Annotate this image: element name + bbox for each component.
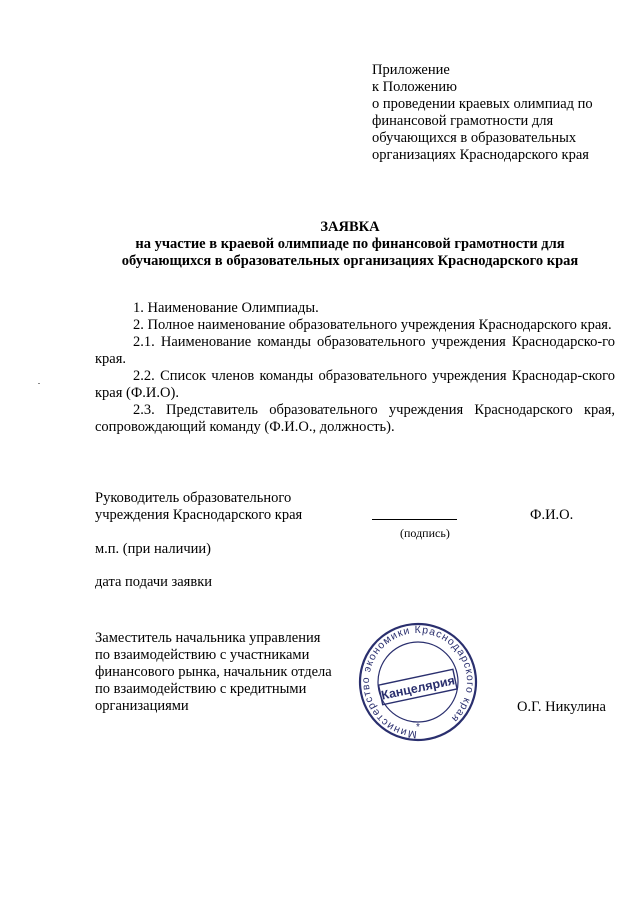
fio-label: Ф.И.О. bbox=[530, 507, 574, 523]
appendix-line: финансовой грамотности для bbox=[372, 113, 554, 129]
item-institution-name: 2. Полное наименование образовательного учреждения Краснодарского края. bbox=[133, 317, 612, 333]
title-line-2: обучающихся в образовательных организациях Краснодарского края bbox=[121, 253, 579, 269]
appendix-line: обучающихся в образовательных bbox=[372, 130, 577, 146]
appendix-line: Приложение bbox=[372, 62, 450, 78]
stamp-star: * bbox=[416, 722, 420, 733]
document-title bbox=[60, 219, 640, 270]
stamp-place-label: м.п. (при наличии) bbox=[95, 541, 211, 557]
head-signature-label bbox=[95, 490, 335, 524]
item-team-members: 2.2. Список членов команды образовательного учреждения Краснодар-ского края (Ф.И.О). bbox=[95, 368, 615, 401]
title-line-1: на участие в краевой олимпиаде по финансовой грамотности для bbox=[135, 236, 565, 252]
item-representative: 2.3. Представитель образовательного учреждения Краснодарского края, сопровождающий команду (Ф.И.О., должность). bbox=[95, 402, 615, 435]
submission-date-label: дата подачи заявки bbox=[95, 574, 212, 590]
signature-caption: (подпись) bbox=[400, 526, 450, 540]
office-stamp bbox=[356, 620, 480, 744]
appendix-line: организациях Краснодарского края bbox=[372, 147, 589, 163]
stamp-center-text: Канцелярия bbox=[379, 673, 457, 703]
stamp-ring-text: Министерство экономики Краснодарского края bbox=[359, 623, 477, 741]
margin-mark bbox=[38, 383, 40, 384]
deputy-name: О.Г. Никулина bbox=[517, 699, 606, 715]
deputy-position bbox=[95, 630, 365, 715]
appendix-line: о проведении краевых олимпиад по bbox=[372, 96, 593, 112]
signature-line bbox=[372, 519, 457, 520]
appendix-block bbox=[372, 62, 622, 164]
deputy-line: финансового рынка, начальник отдела bbox=[95, 664, 332, 680]
application-items bbox=[95, 300, 615, 436]
title-heading: ЗАЯВКА bbox=[320, 219, 380, 235]
deputy-line: Заместитель начальника управления bbox=[95, 630, 321, 646]
head-line-1: Руководитель образовательного bbox=[95, 490, 292, 506]
appendix-line: к Положению bbox=[372, 79, 457, 95]
item-team-name: 2.1. Наименование команды образовательного учреждения Краснодарско-го края. bbox=[95, 334, 615, 367]
deputy-line: организациями bbox=[95, 698, 189, 714]
item-olympiad-name: 1. Наименование Олимпиады. bbox=[133, 300, 319, 316]
stamp-graphic bbox=[356, 620, 480, 744]
deputy-line: по взаимодействию с кредитными bbox=[95, 681, 307, 697]
head-line-2: учреждения Краснодарского края bbox=[95, 507, 303, 523]
deputy-line: по взаимодействию с участниками bbox=[95, 647, 310, 663]
